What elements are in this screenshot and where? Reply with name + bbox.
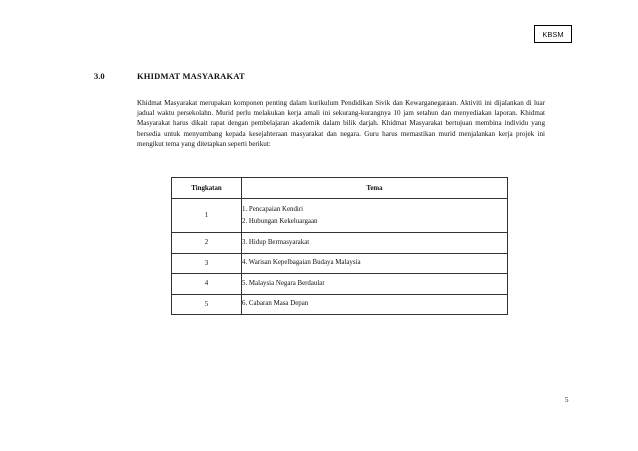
table-row [172,274,508,295]
table-row [172,294,508,315]
tema-item: 6. Cabaran Masa Depan [242,300,309,308]
tema-cell [242,253,508,274]
header-tingkatan: Tingkatan [172,178,242,199]
header-tema: Tema [242,178,508,199]
table-row [172,253,508,274]
table-header-row [172,178,508,199]
tema-table [171,177,508,315]
section-paragraph: Khidmat Masyarakat merupakan komponen penting dalam kurikulum Pendidikan Sivik dan Kewarganegaraan. Aktiviti ini dijalankan di luar jadual waktu persekolahn. Murid perlu melakukan kerja amali ini sekurang-kurangnya 10 jam setahun dan menyediakan laporan. Khidmat Masyarakat harus dikait rapat dengan pembelajaran akademik dalam bilik darjah. Khidmat Masyarakat bertujuan membina individu yang bersedia untuk menyumbang kepada kesejahteraan masyarakat dan negara. Guru harus memastikan murid menjalankan kerja projek ini mengikut tema yang ditetapkan seperti berikut: [137,99,545,148]
table-row [172,199,508,233]
page-number: 5 [565,396,569,404]
tema-item: 2. Hubungan Kekeluargaan [242,217,318,225]
tema-cell [242,199,508,233]
section-title: KHIDMAT MASYARAKAT [137,71,245,81]
tema-cell [242,294,508,315]
kbsm-badge: KBSM [534,25,572,43]
tema-cell [242,274,508,295]
tema-item: 3. Hidup Bermasyarakat [242,238,310,246]
tingkatan-cell: 1 [172,199,242,233]
tema-item: 1. Pencapaian Kendiri [242,205,304,213]
tingkatan-cell: 2 [172,233,242,254]
section-number: 3.0 [94,71,105,81]
tingkatan-cell: 5 [172,294,242,315]
tema-cell [242,233,508,254]
tingkatan-cell: 4 [172,274,242,295]
table-row [172,233,508,254]
tema-item: 5. Malaysia Negara Berdaulat [242,279,325,287]
tema-item: 4. Warisan Kepelbagaian Budaya Malaysia [242,259,361,267]
tingkatan-cell: 3 [172,253,242,274]
